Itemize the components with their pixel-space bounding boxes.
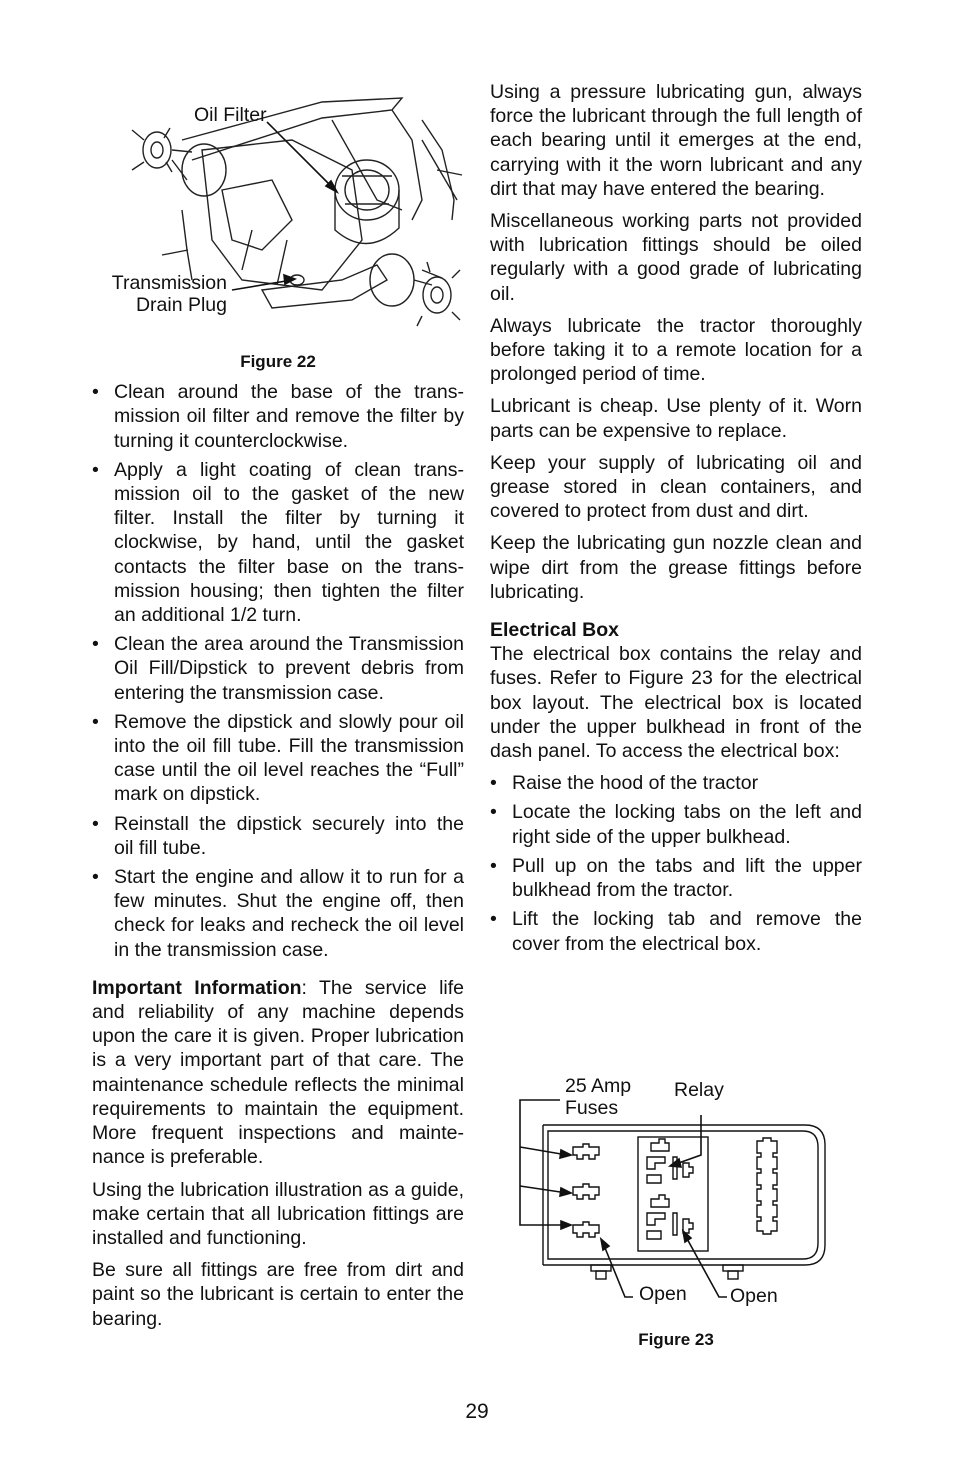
electrical-box-diagram xyxy=(515,1075,835,1315)
drain-plug-label xyxy=(112,272,227,316)
body-paragraph: Using a pressure lubricating gun, always force the lubricant through the full length of each bearing until it emerges at the end, carrying with it the worn lubricant and any dirt that may have entered the bearing. xyxy=(490,81,862,200)
fuses-label-line1: 25 Amp xyxy=(565,1075,632,1097)
list-item: • Start the engine and allow it to run for a few minutes. Shut the engine off, then check for leaks and recheck the oil level in the transmission case. xyxy=(92,865,464,962)
fuses-label xyxy=(565,1075,631,1119)
figure-23-caption: Figure 23 xyxy=(638,1330,714,1349)
body-paragraph: Be sure all fittings are free from dirt and paint so the lubricant is certain to enter the bearing. xyxy=(92,1259,464,1330)
figure-23 xyxy=(515,1075,835,1315)
open-label-left: Open xyxy=(639,1283,687,1305)
oil-filter-label: Oil Filter xyxy=(194,104,267,126)
page-number: 29 xyxy=(465,1400,489,1423)
list-item: • Locate the locking tabs on the left and right side of the upper bulkhead. xyxy=(490,800,862,848)
important-information-text: : The service life and reliability of any machine depends upon the care it is given. Proper lubrication is a very important part of that care. The maintenance schedule reflects the minimal requirements to maintain the equipment. More frequent inspections and maintenance is preferable. xyxy=(92,976,464,1169)
body-paragraph: Always lubricate the tractor thoroughly before taking it to a remote location for a prolonged period of time. xyxy=(490,314,862,386)
electrical-box-heading: Electrical Box xyxy=(490,619,619,642)
fuses-label-line2: Fuses xyxy=(565,1097,619,1119)
list-item: • Apply a light coating of clean transmission oil to the gasket of the new filter. Install the filter by turning it clockwise, by hand, until the gasket contacts the filter base on the transmission housing; then tighten the filter an additional 1/2 turn. xyxy=(92,458,464,627)
body-paragraph: Lubricant is cheap. Use plenty of it. Worn parts can be expensive to replace. xyxy=(490,395,862,442)
figure-22-caption: Figure 22 xyxy=(240,352,316,371)
right-column xyxy=(490,80,862,961)
body-paragraph: Keep your supply of lubricating oil and grease stored in clean containers, and covered to protect from dust and dirt. xyxy=(490,451,862,523)
list-item: • Raise the hood of the tractor xyxy=(490,771,862,795)
electrical-box-intro: The electrical box contains the relay and fuses. Refer to Figure 23 for the electrical box layout. The electrical box is located under the upper bulkhead in front of the dash panel. To access the electrical box: xyxy=(490,643,862,763)
electrical-steps-list xyxy=(490,771,862,955)
drain-plug-label-line1: Transmission xyxy=(111,272,227,294)
list-item: • Lift the locking tab and remove the cover from the electrical box. xyxy=(490,907,862,955)
open-label-right: Open xyxy=(730,1285,778,1307)
list-item: • Clean around the base of the transmission oil filter and remove the filter by turning it counterclockwise. xyxy=(92,380,464,453)
body-paragraph: Keep the lubricating gun nozzle clean and wipe dirt from the grease fittings before lubricating. xyxy=(490,532,862,603)
left-column xyxy=(92,80,464,1339)
filter-steps-list xyxy=(92,380,464,962)
list-item: • Pull up on the tabs and lift the upper bulkhead from the tractor. xyxy=(490,854,862,902)
list-item: • Remove the dipstick and slowly pour oil into the oil fill tube. Fill the transmission case until the oil level reaches the “Full” mark on dipstick. xyxy=(92,710,464,807)
list-item: • Reinstall the dipstick securely into the oil fill tube. xyxy=(92,812,464,860)
figure-22 xyxy=(92,80,464,345)
relay-label: Relay xyxy=(674,1079,724,1101)
drain-plug-label-line2: Drain Plug xyxy=(135,294,227,316)
important-information-label: Important Information xyxy=(92,976,302,999)
body-paragraph: Using the lubrication illustration as a guide, make certain that all lubrication fittings are installed and functioning. xyxy=(92,1178,464,1249)
body-paragraph: Miscellaneous working parts not provided with lubrication fittings should be oiled regularly with a good grade of lubricating oil. xyxy=(490,210,862,305)
important-information-paragraph xyxy=(92,976,464,1170)
list-item: • Clean the area around the Transmission Oil Fill/Dipstick to prevent debris from entering the transmission case. xyxy=(92,632,464,705)
